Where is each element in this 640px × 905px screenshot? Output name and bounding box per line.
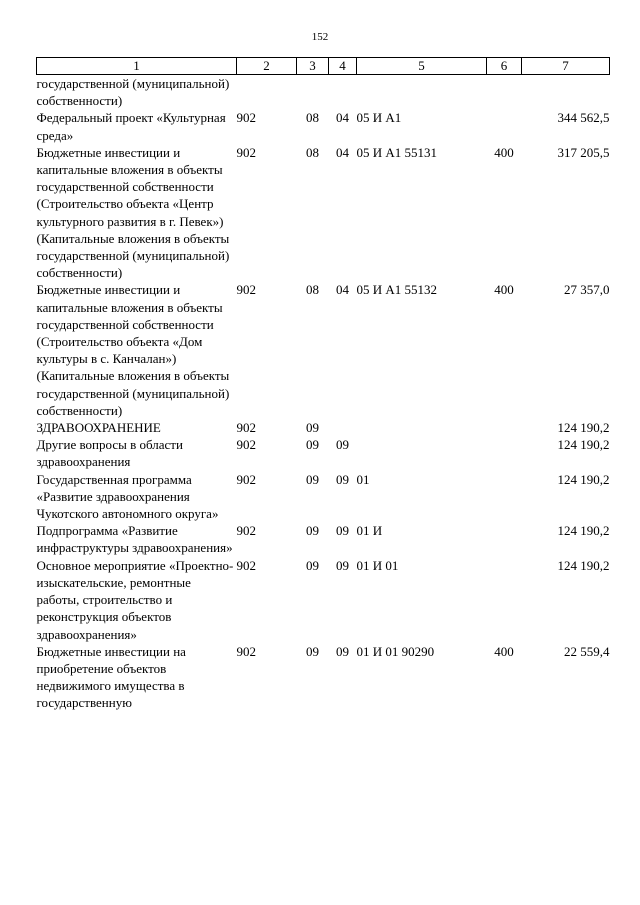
row-target-article-code bbox=[357, 436, 487, 470]
row-name: Государственная программа «Развитие здравоохранения Чукотского автономного округа» bbox=[36, 471, 219, 522]
row-target-article-code: 05 И А1 55132 bbox=[356, 282, 438, 298]
row-subsection-code bbox=[329, 419, 357, 436]
row-grbs-code: 902 bbox=[236, 471, 256, 487]
row-grbs-code: 902 bbox=[236, 420, 256, 436]
row-amount: 124 190,2 bbox=[557, 437, 610, 453]
row-expense-type-code: 400 bbox=[494, 282, 514, 298]
column-header: 4 bbox=[329, 58, 357, 75]
row-target-article-code: 01 И 01 90290 bbox=[356, 643, 435, 659]
budget-table bbox=[36, 57, 610, 712]
row-subsection-code: 09 bbox=[336, 523, 349, 539]
row-expense-type-code bbox=[487, 419, 522, 436]
row-subsection-code bbox=[329, 75, 357, 110]
row-target-article-code: 01 И 01 bbox=[356, 557, 399, 573]
row-name: Подпрограмма «Развитие инфраструктуры здравоохранения» bbox=[36, 523, 233, 556]
table-row bbox=[37, 419, 610, 436]
row-name: Бюджетные инвестиции и капитальные вложения в объекты государственной собственности (Строительство объекта «Центр культурного развития в г. Певек») (Капитальные вложения в объекты государственной (муниципальной) собственности) bbox=[36, 144, 230, 281]
column-header: 7 bbox=[522, 58, 610, 75]
row-name: Другие вопросы в области здравоохранения bbox=[36, 437, 183, 470]
row-name: Основное мероприятие «Проектно-изыскательские, ремонтные работы, строительство и реконструкция объектов здравоохранения» bbox=[36, 557, 234, 642]
row-name: ЗДРАВООХРАНЕНИЕ bbox=[36, 420, 161, 436]
row-grbs-code: 902 bbox=[236, 282, 256, 298]
table-row bbox=[37, 281, 610, 419]
row-section-code: 09 bbox=[306, 643, 319, 659]
row-target-article-code: 01 bbox=[356, 471, 370, 487]
row-subsection-code: 09 bbox=[336, 437, 349, 453]
row-section-code: 09 bbox=[306, 437, 319, 453]
row-subsection-code: 04 bbox=[336, 282, 349, 298]
table-row bbox=[37, 522, 610, 556]
table-row bbox=[37, 557, 610, 643]
row-subsection-code: 09 bbox=[336, 643, 349, 659]
row-subsection-code: 04 bbox=[336, 110, 349, 126]
row-expense-type-code bbox=[487, 75, 522, 110]
row-grbs-code: 902 bbox=[236, 557, 256, 573]
column-header: 5 bbox=[357, 58, 487, 75]
row-expense-type-code bbox=[487, 109, 522, 143]
row-amount: 22 559,4 bbox=[564, 643, 610, 659]
row-section-code: 08 bbox=[306, 110, 319, 126]
table-row bbox=[37, 109, 610, 143]
row-target-article-code bbox=[357, 75, 487, 110]
row-expense-type-code bbox=[487, 557, 522, 643]
row-amount: 317 205,5 bbox=[557, 144, 610, 160]
row-subsection-code: 09 bbox=[336, 471, 349, 487]
row-section-code: 09 bbox=[306, 557, 319, 573]
row-section-code: 09 bbox=[306, 523, 319, 539]
row-expense-type-code bbox=[487, 436, 522, 470]
row-section-code bbox=[297, 75, 329, 110]
row-section-code: 09 bbox=[306, 471, 319, 487]
row-amount: 124 190,2 bbox=[557, 471, 610, 487]
row-section-code: 08 bbox=[306, 144, 319, 160]
column-header: 6 bbox=[487, 58, 522, 75]
row-target-article-code: 05 И А1 bbox=[356, 110, 402, 126]
page-number: 152 bbox=[311, 31, 329, 43]
row-section-code: 09 bbox=[306, 420, 319, 436]
row-expense-type-code bbox=[487, 522, 522, 556]
row-name: Бюджетные инвестиции и капитальные вложения в объекты государственной собственности (Строительство объекта «Дом культуры в с. Канчалан») (Капитальные вложения в объекты государственной (муниципальной) собственности) bbox=[36, 282, 230, 418]
row-amount: 344 562,5 bbox=[557, 110, 610, 126]
column-header: 2 bbox=[237, 58, 297, 75]
row-amount bbox=[522, 75, 610, 110]
row-grbs-code: 902 bbox=[236, 110, 256, 126]
row-subsection-code: 04 bbox=[336, 144, 349, 160]
row-name: Федеральный проект «Культурная среда» bbox=[36, 110, 226, 143]
column-header-row bbox=[37, 58, 610, 75]
row-name: государственной (муниципальной) собственности) bbox=[36, 76, 230, 109]
row-expense-type-code: 400 bbox=[494, 643, 514, 659]
table-row bbox=[37, 643, 610, 712]
row-amount: 124 190,2 bbox=[557, 523, 610, 539]
table-row bbox=[37, 75, 610, 110]
row-name: Бюджетные инвестиции на приобретение объектов недвижимого имущества в государственную bbox=[36, 643, 186, 711]
row-amount: 124 190,2 bbox=[557, 420, 610, 436]
column-header: 3 bbox=[297, 58, 329, 75]
row-subsection-code: 09 bbox=[336, 557, 349, 573]
row-target-article-code: 05 И А1 55131 bbox=[356, 144, 438, 160]
row-section-code: 08 bbox=[306, 282, 319, 298]
row-amount: 27 357,0 bbox=[564, 282, 610, 298]
row-grbs-code: 902 bbox=[236, 144, 256, 160]
row-grbs-code: 902 bbox=[236, 523, 256, 539]
row-grbs-code bbox=[237, 75, 297, 110]
row-grbs-code: 902 bbox=[236, 643, 256, 659]
column-header: 1 bbox=[37, 58, 237, 75]
row-amount: 124 190,2 bbox=[557, 557, 610, 573]
row-grbs-code: 902 bbox=[236, 437, 256, 453]
row-target-article-code: 01 И bbox=[356, 523, 383, 539]
table-row bbox=[37, 436, 610, 470]
row-expense-type-code: 400 bbox=[494, 144, 514, 160]
row-expense-type-code bbox=[487, 471, 522, 523]
table-row bbox=[37, 471, 610, 523]
table-row bbox=[37, 144, 610, 282]
row-target-article-code bbox=[357, 419, 487, 436]
